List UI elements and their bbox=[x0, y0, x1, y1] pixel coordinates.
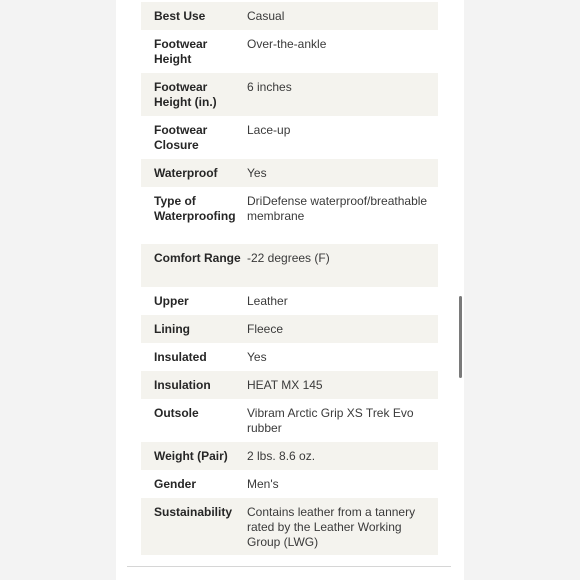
specs-table bbox=[141, 2, 438, 555]
spec-label: Footwear Height bbox=[154, 37, 208, 66]
spec-row-insulated bbox=[141, 343, 438, 371]
spec-row-upper bbox=[141, 287, 438, 315]
spec-label: Gender bbox=[154, 477, 197, 491]
spec-row-best-use bbox=[141, 2, 438, 30]
spec-value: Lace-up bbox=[247, 123, 291, 137]
spec-row-insulation bbox=[141, 371, 438, 399]
spec-row-footwear-height bbox=[141, 30, 438, 73]
spec-label: Comfort Range bbox=[154, 251, 241, 265]
spec-row-comfort-range bbox=[141, 244, 438, 287]
spec-row-footwear-closure bbox=[141, 116, 438, 159]
spec-value: Yes bbox=[247, 166, 267, 180]
spec-label: Lining bbox=[154, 322, 190, 336]
spec-value: Contains leather from a tannery rated by the Leather Working Group (LWG) bbox=[247, 505, 416, 549]
spec-label: Insulation bbox=[154, 378, 211, 392]
spec-value: Casual bbox=[247, 9, 285, 23]
spec-label: Weight (Pair) bbox=[154, 449, 228, 463]
spec-value: Leather bbox=[247, 294, 288, 308]
spec-label: Waterproof bbox=[154, 166, 218, 180]
spec-label: Outsole bbox=[154, 406, 199, 420]
spec-row-footwear-height-in bbox=[141, 73, 438, 116]
spec-value: Vibram Arctic Grip XS Trek Evo rubber bbox=[247, 406, 414, 435]
spec-value: HEAT MX 145 bbox=[247, 378, 323, 392]
spec-label: Insulated bbox=[154, 350, 207, 364]
spec-value: DriDefense waterproof/breathable membrane bbox=[247, 194, 428, 223]
spec-row-sustainability bbox=[141, 498, 438, 555]
spec-row-outsole bbox=[141, 399, 438, 442]
spec-label: Footwear Closure bbox=[154, 123, 208, 152]
spec-value: Yes bbox=[247, 350, 267, 364]
spec-label: Best Use bbox=[154, 9, 206, 23]
spec-value: -22 degrees (F) bbox=[247, 251, 330, 265]
divider bbox=[127, 566, 451, 567]
spec-label: Footwear Height (in.) bbox=[154, 80, 217, 109]
spec-value: Fleece bbox=[247, 322, 284, 336]
spec-label: Upper bbox=[154, 294, 189, 308]
spec-row-waterproof bbox=[141, 159, 438, 187]
spec-row-weight-pair bbox=[141, 442, 438, 470]
spec-value: 6 inches bbox=[247, 80, 292, 94]
spec-label: Sustainability bbox=[154, 505, 233, 519]
spec-value: Men's bbox=[247, 477, 279, 491]
specs-panel bbox=[116, 0, 464, 580]
scrollbar-thumb[interactable] bbox=[459, 296, 462, 378]
spec-value: 2 lbs. 8.6 oz. bbox=[247, 449, 316, 463]
spec-label: Type of Waterproofing bbox=[154, 194, 236, 223]
spec-value: Over-the-ankle bbox=[247, 37, 327, 51]
spec-row-type-of-waterproofing bbox=[141, 187, 438, 244]
spec-row-gender bbox=[141, 470, 438, 498]
spec-row-lining bbox=[141, 315, 438, 343]
